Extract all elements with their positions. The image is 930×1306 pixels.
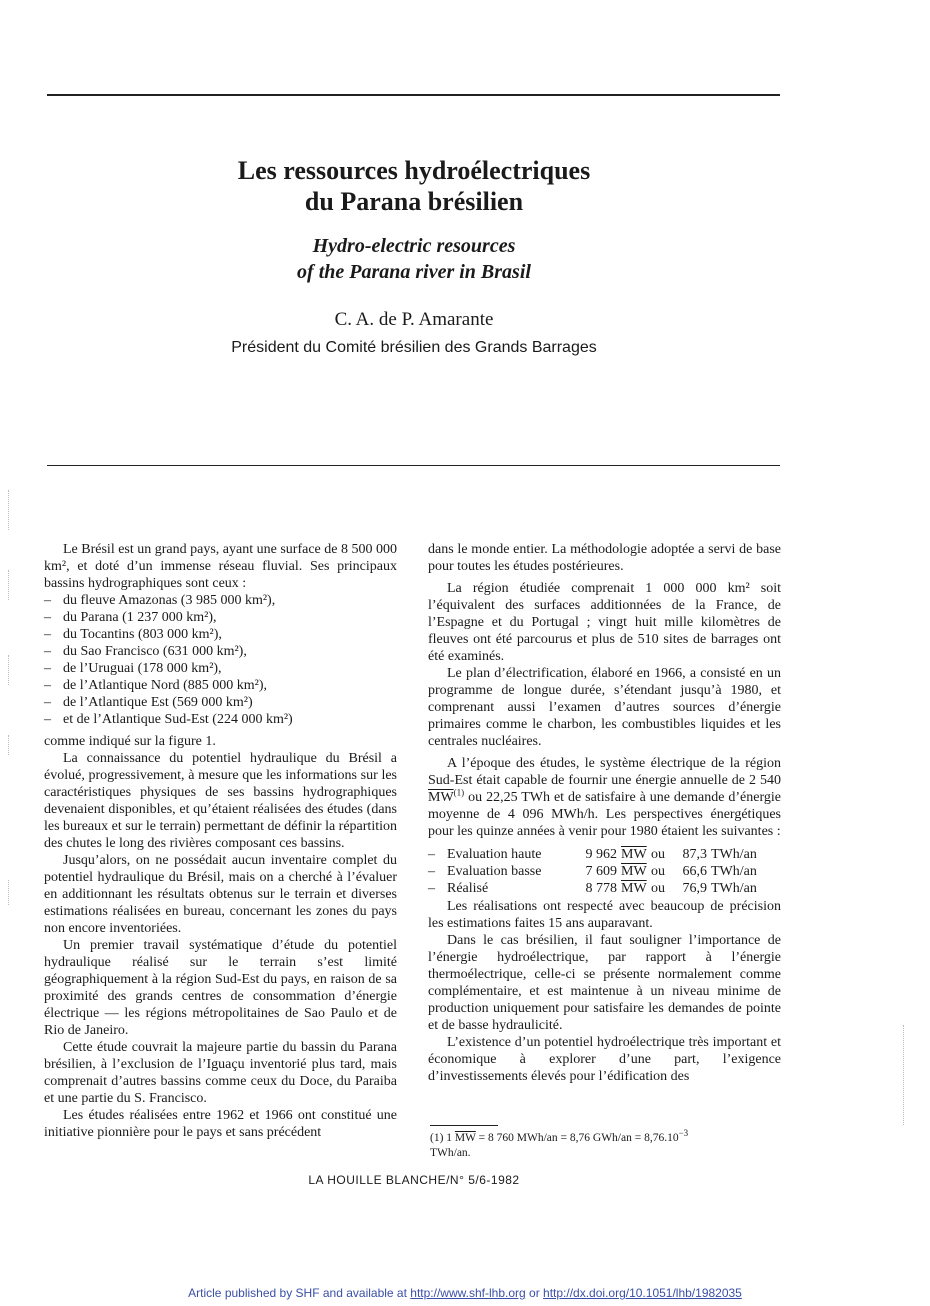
footnote-prefix: (1) 1 [430,1132,453,1144]
margin-mark [8,880,10,905]
paragraph: Un premier travail systématique d’étude du potentiel hydraulique réalisé sur le terrain s’est limité géographiquement à la région Sud-Est du pays, en raison de sa proximité des grands centres de consommation d’énergie électrique — les régions métropolitaines de Sao Paulo et de Rio de Janeiro. [44,938,397,1038]
list-item: – du Sao Francisco (631 000 km²), [44,643,397,660]
eval-ou: ou [651,847,665,862]
text-run: A l’époque des études, le système électrique de la région Sud-Est était capable de fournir une énergie annuelle de 2 540 [428,756,781,788]
top-rule [47,94,780,96]
basin-list [44,592,397,728]
title-line-2: du Parana brésilien [304,187,524,216]
eval-label: Evaluation haute [447,847,542,862]
paragraph: Les études réalisées entre 1962 et 1966 ont constitué une initiative pionnière pour le pays et sans précédent [44,1108,397,1140]
footnote-rule [430,1125,498,1126]
evaluation-table [428,846,781,897]
right-column [428,541,781,1085]
text-run: ou 22,25 TWh et de satisfaire à une demande d’énergie moyenne de 4 096 MWh/h. Les perspectives énergétiques pour les quinze années à venir pour 1980 étaient les suivantes : [428,790,781,839]
footnote-mw: $\overline{MW}$ [454,1132,476,1144]
title-line-1: Les ressources hydroélectriques [237,156,591,185]
eval-unit: $\overline{MW}$ [621,881,647,896]
eval-twh-unit: TWh/an [711,864,757,879]
paragraph: La région étudiée comprenait 1 000 000 km² soit l’équivalent des surfaces additionnées de la France, de l’Espagne et du Portugal ; vingt huit mille kilomètres de fleuves ont été parcourus et plus de 510 sites de barrages ont été examinés. [428,581,781,664]
paragraph: Dans le cas brésilien, il faut souligner l’importance de l’énergie hydroélectrique, par rapport à l’énergie thermoélectrique, celle-ci se présente normalement comme complémentaire, et est maintenue à un niveau minime de production uniquement pour satisfaire les demandes de pointe et de basse hydraulicité. [428,933,781,1033]
shf-link[interactable]: http://www.shf-lhb.org [410,1286,526,1300]
paragraph: comme indiqué sur la figure 1. [44,734,216,749]
paragraph: Les réalisations ont respecté avec beaucoup de précision les estimations faites 15 ans auparavant. [428,899,781,931]
list-item: – de l’Atlantique Nord (885 000 km²), [44,677,397,694]
footnote-ref: (1) [453,787,465,798]
list-item: – du fleuve Amazonas (3 985 000 km²), [44,592,397,609]
list-item: – de l’Uruguai (178 000 km²), [44,660,397,677]
eval-unit: $\overline{MW}$ [621,864,647,879]
list-item: – de l’Atlantique Est (569 000 km²) [44,694,397,711]
paragraph [428,755,781,840]
eval-mw: 8 778 [585,881,617,896]
list-item: – du Parana (1 237 000 km²), [44,609,397,626]
eval-mw: 7 609 [585,864,617,879]
subtitle-line-2: of the Parana river in Brasil [297,261,531,283]
eval-unit: $\overline{MW}$ [621,847,647,862]
table-row: – Evaluation haute 9 962 $\overline{MW}$ ou 87,3 TWh/an [428,846,781,863]
banner-text: Article published by SHF and available at [188,1286,407,1300]
paragraph: Le Brésil est un grand pays, ayant une surface de 8 500 000 km², et doté d’un immense réseau fluvial. Ses principaux bassins hydrographiques sont ceux : [44,542,397,591]
footnote [430,1128,780,1161]
eval-twh: 76,9 [682,881,707,896]
eval-twh: 87,3 [682,847,707,862]
paragraph: Le plan d’électrification, élaboré en 1966, a consisté en un programme de longue durée, s’étendant jusqu’à 1980, et comprenant aussi l’examen d’autres sources d’énergie primaires comme le charbon, les combustibles liquides et les centrales nucléaires. [428,666,781,749]
header-bottom-rule [47,465,780,466]
eval-twh-unit: TWh/an [711,847,757,862]
eval-twh: 66,6 [682,864,707,879]
margin-mark [8,490,10,530]
eval-label: Evaluation basse [447,864,542,879]
paragraph: La connaissance du potentiel hydraulique du Brésil a évolué, progressivement, à mesure que les informations sur les caractéristiques physiques de ses bassins hydrographiques devenaient disponibles, et qu’étaient réalisées des études (dans les bureaux et sur le terrain) permettant de définir la répartition des chutes le long des rivières composant ces bassins. [44,751,397,851]
paragraph: Cette étude couvrait la majeure partie du bassin du Parana brésilien, à l’exclusion de l’Iguaçu inventorié plus tard, mais comprenait d’autres bassins comme ceux du Doce, du Paraiba et une partie du S. Francisco. [44,1040,397,1106]
eval-ou: ou [651,881,665,896]
paragraph: dans le monde entier. La méthodologie adoptée a servi de base pour toutes les études postérieures. [428,542,781,574]
author-affiliation: Président du Comité brésilien des Grands Barrages [231,339,597,356]
table-row: – Evaluation basse 7 609 $\overline{MW}$ ou 66,6 TWh/an [428,863,781,880]
list-item: – du Tocantins (803 000 km²), [44,626,397,643]
publication-banner [0,1286,930,1300]
subtitle-line-1: Hydro-electric resources [312,235,516,257]
mw-unit: $\overline{MW}$ [428,790,454,805]
margin-mark [8,570,10,600]
margin-mark [8,655,10,685]
eval-ou: ou [651,864,665,879]
paragraph: Jusqu’alors, on ne possédait aucun inventaire complet du potentiel hydraulique du Brésil, mais on a cherché à l’évaluer en additionnant les résultats obtenus sur le terrain et diverses estimations réalisées en bureau, concernant les zones du pays non encore inventoriées. [44,853,397,936]
list-item: – et de l’Atlantique Sud-Est (224 000 km²) [44,711,397,728]
journal-footer: LA HOUILLE BLANCHE/N° 5/6-1982 [308,1173,520,1187]
footnote-text: = 8 760 MWh/an = 8,76 GWh/an = 8,76.10 [478,1132,679,1144]
paper-subtitle [0,233,828,285]
footnote-unit: TWh/an. [430,1147,471,1159]
left-column [44,541,397,1141]
eval-mw: 9 962 [585,847,617,862]
paper-title [0,155,828,217]
banner-text: or [529,1286,540,1300]
eval-label: Réalisé [447,881,489,896]
eval-twh-unit: TWh/an [711,881,757,896]
footnote-exponent: −3 [678,1128,689,1139]
margin-mark [903,1025,905,1125]
doi-link[interactable]: http://dx.doi.org/10.1051/lhb/1982035 [543,1286,742,1300]
margin-mark [8,735,10,755]
author-name: C. A. de P. Amarante [334,309,494,330]
paragraph: L’existence d’un potentiel hydroélectrique très important et économique à explorer d’une part, l’exigence d’investissements élevés pour l’édification des [428,1035,781,1084]
table-row: – Réalisé 8 778 $\overline{MW}$ ou 76,9 TWh/an [428,880,781,897]
